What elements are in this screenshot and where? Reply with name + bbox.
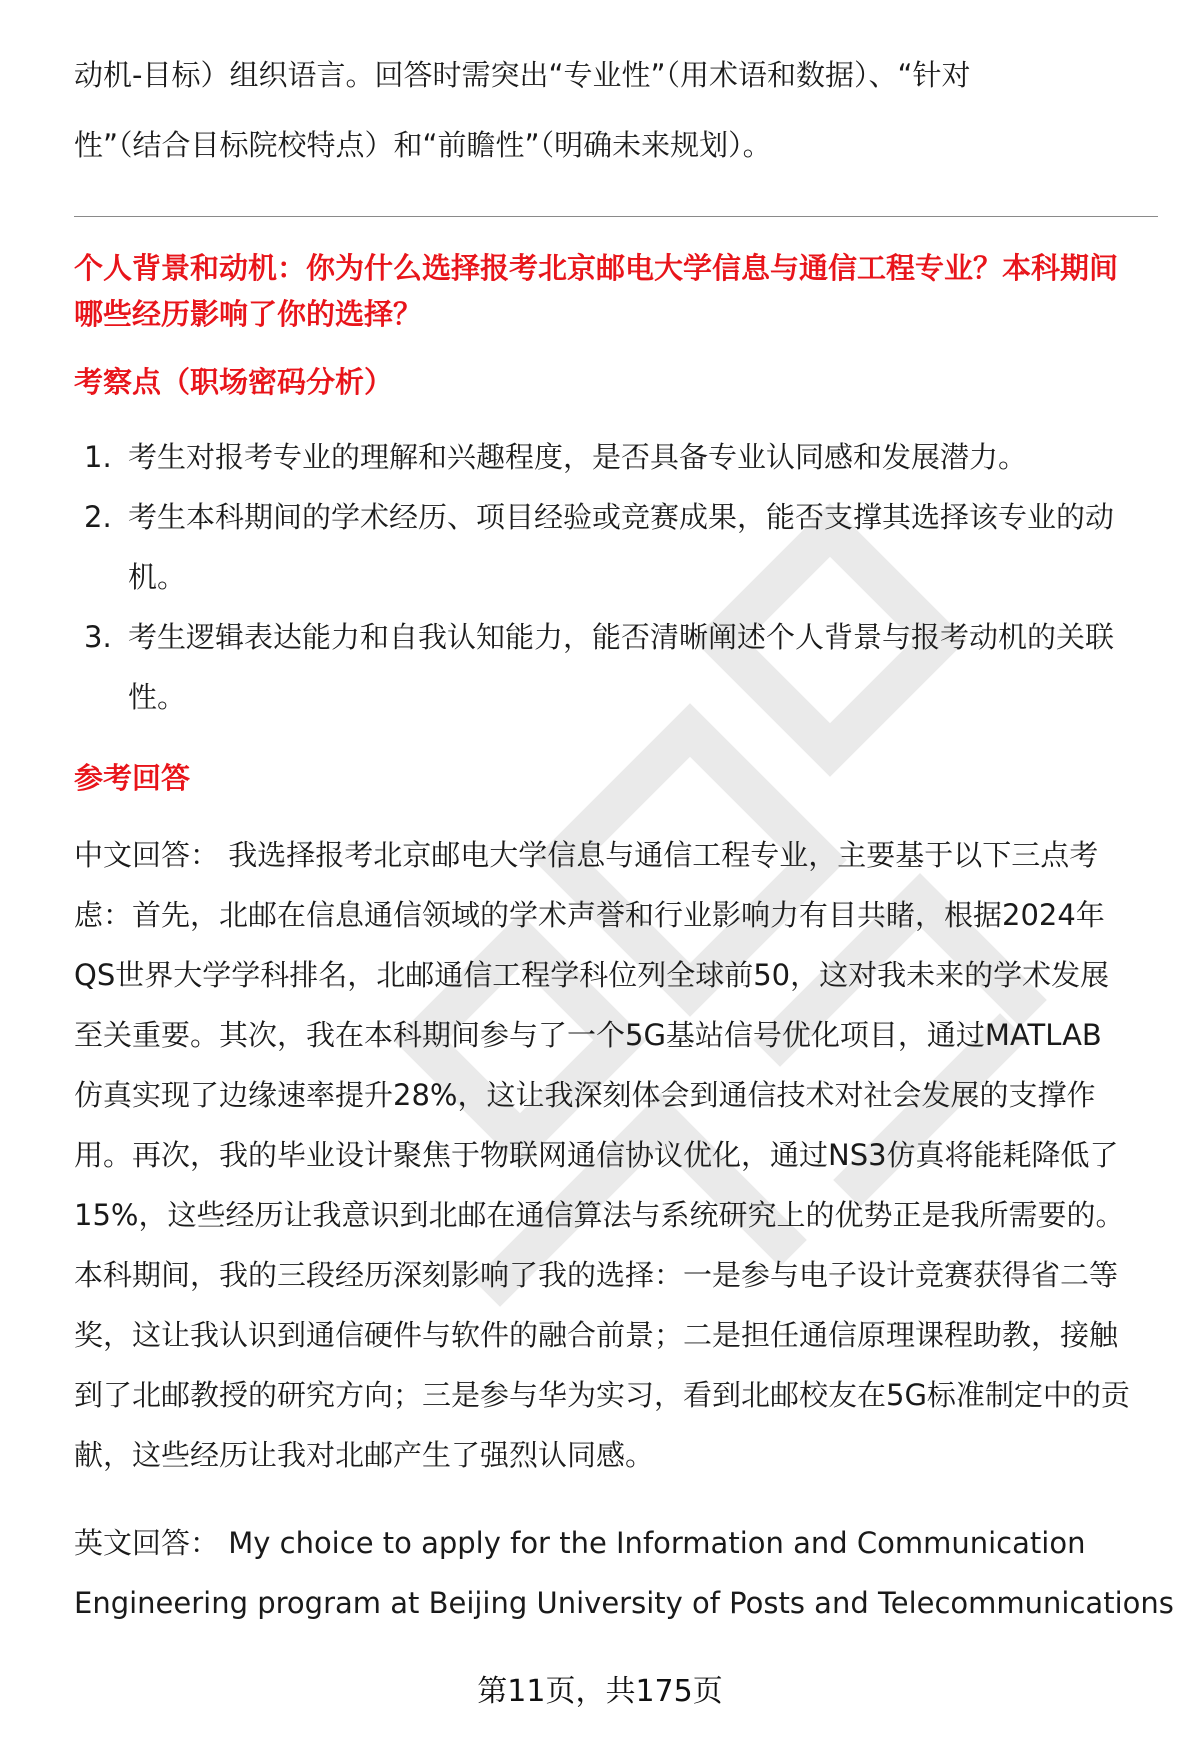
answer-line: 献，这些经历让我对北邮产生了强烈认同感。 xyxy=(74,1438,655,1472)
answer-line: 奖，这让我认识到通信硬件与软件的融合前景；二是担任通信原理课程助教，接触 xyxy=(74,1318,1119,1352)
chinese-answer xyxy=(74,825,1158,1485)
answer-line: 中文回答： 我选择报考北京邮电大学信息与通信工程专业，主要基于以下三点考 xyxy=(74,838,1099,872)
answer-line: QS世界大学学科排名，北邮通信工程学科位列全球前50，这对我未来的学术发展 xyxy=(74,958,1110,992)
list-item-text: 性。 xyxy=(128,680,187,714)
list-item-text: 考生本科期间的学术经历、项目经验或竞赛成果，能否支撑其选择该专业的动 xyxy=(128,500,1115,534)
list-item-number: 3. xyxy=(84,620,112,654)
answer-line: 虑：首先，北邮在信息通信领域的学术声誉和行业影响力有目共睹，根据2024年 xyxy=(74,898,1105,932)
english-answer xyxy=(74,1513,1174,1633)
answer-line: 到了北邮教授的研究方向；三是参与华为实习，看到北邮校友在5G标准制定中的贡 xyxy=(74,1378,1130,1412)
answer-line: 至关重要。其次，我在本科期间参与了一个5G基站信号优化项目，通过MATLAB xyxy=(74,1018,1102,1052)
intro-paragraph xyxy=(74,40,1158,180)
section-divider xyxy=(74,216,1158,217)
exam-points-heading: 考察点（职场密码分析） xyxy=(74,365,394,399)
intro-line: 性”（结合目标院校特点）和“前瞻性”（明确未来规划）。 xyxy=(74,128,772,162)
answer-line: Engineering program at Beijing University of Posts and Telecommunications xyxy=(74,1586,1174,1620)
reference-answer-heading: 参考回答 xyxy=(74,761,191,795)
answer-line: 本科期间，我的三段经历深刻影响了我的选择：一是参与电子设计竞赛获得省二等 xyxy=(74,1258,1119,1292)
list-item xyxy=(74,487,1158,607)
exam-points-list xyxy=(74,427,1158,727)
intro-line: 动机-目标）组织语言。回答时需突出“专业性”（用术语和数据）、“针对 xyxy=(74,58,971,92)
list-item xyxy=(74,607,1158,727)
answer-line: 仿真实现了边缘速率提升28%，这让我深刻体会到通信技术对社会发展的支撑作 xyxy=(74,1078,1096,1112)
list-item-text: 考生对报考专业的理解和兴趣程度，是否具备专业认同感和发展潜力。 xyxy=(128,440,1028,474)
page-number-footer: 第11页，共175页 xyxy=(477,1674,723,1709)
list-item-text: 考生逻辑表达能力和自我认知能力，能否清晰阐述个人背景与报考动机的关联 xyxy=(128,620,1115,654)
answer-line: 用。再次，我的毕业设计聚焦于物联网通信协议优化，通过NS3仿真将能耗降低了 xyxy=(74,1138,1119,1172)
question-line: 哪些经历影响了你的选择？ xyxy=(74,297,423,331)
list-item-number: 2. xyxy=(84,500,112,534)
answer-line: 英文回答： My choice to apply for the Information and Communication xyxy=(74,1526,1086,1560)
list-item-text: 机。 xyxy=(128,560,187,594)
list-item xyxy=(74,427,1158,487)
answer-line: 15%，这些经历让我意识到北邮在通信算法与系统研究上的优势正是我所需要的。 xyxy=(74,1198,1125,1232)
question-line: 个人背景和动机：你为什么选择报考北京邮电大学信息与通信工程专业？本科期间 xyxy=(74,251,1119,285)
document-page xyxy=(74,40,1174,1633)
list-item-number: 1. xyxy=(84,440,112,474)
question-heading xyxy=(74,245,1158,337)
